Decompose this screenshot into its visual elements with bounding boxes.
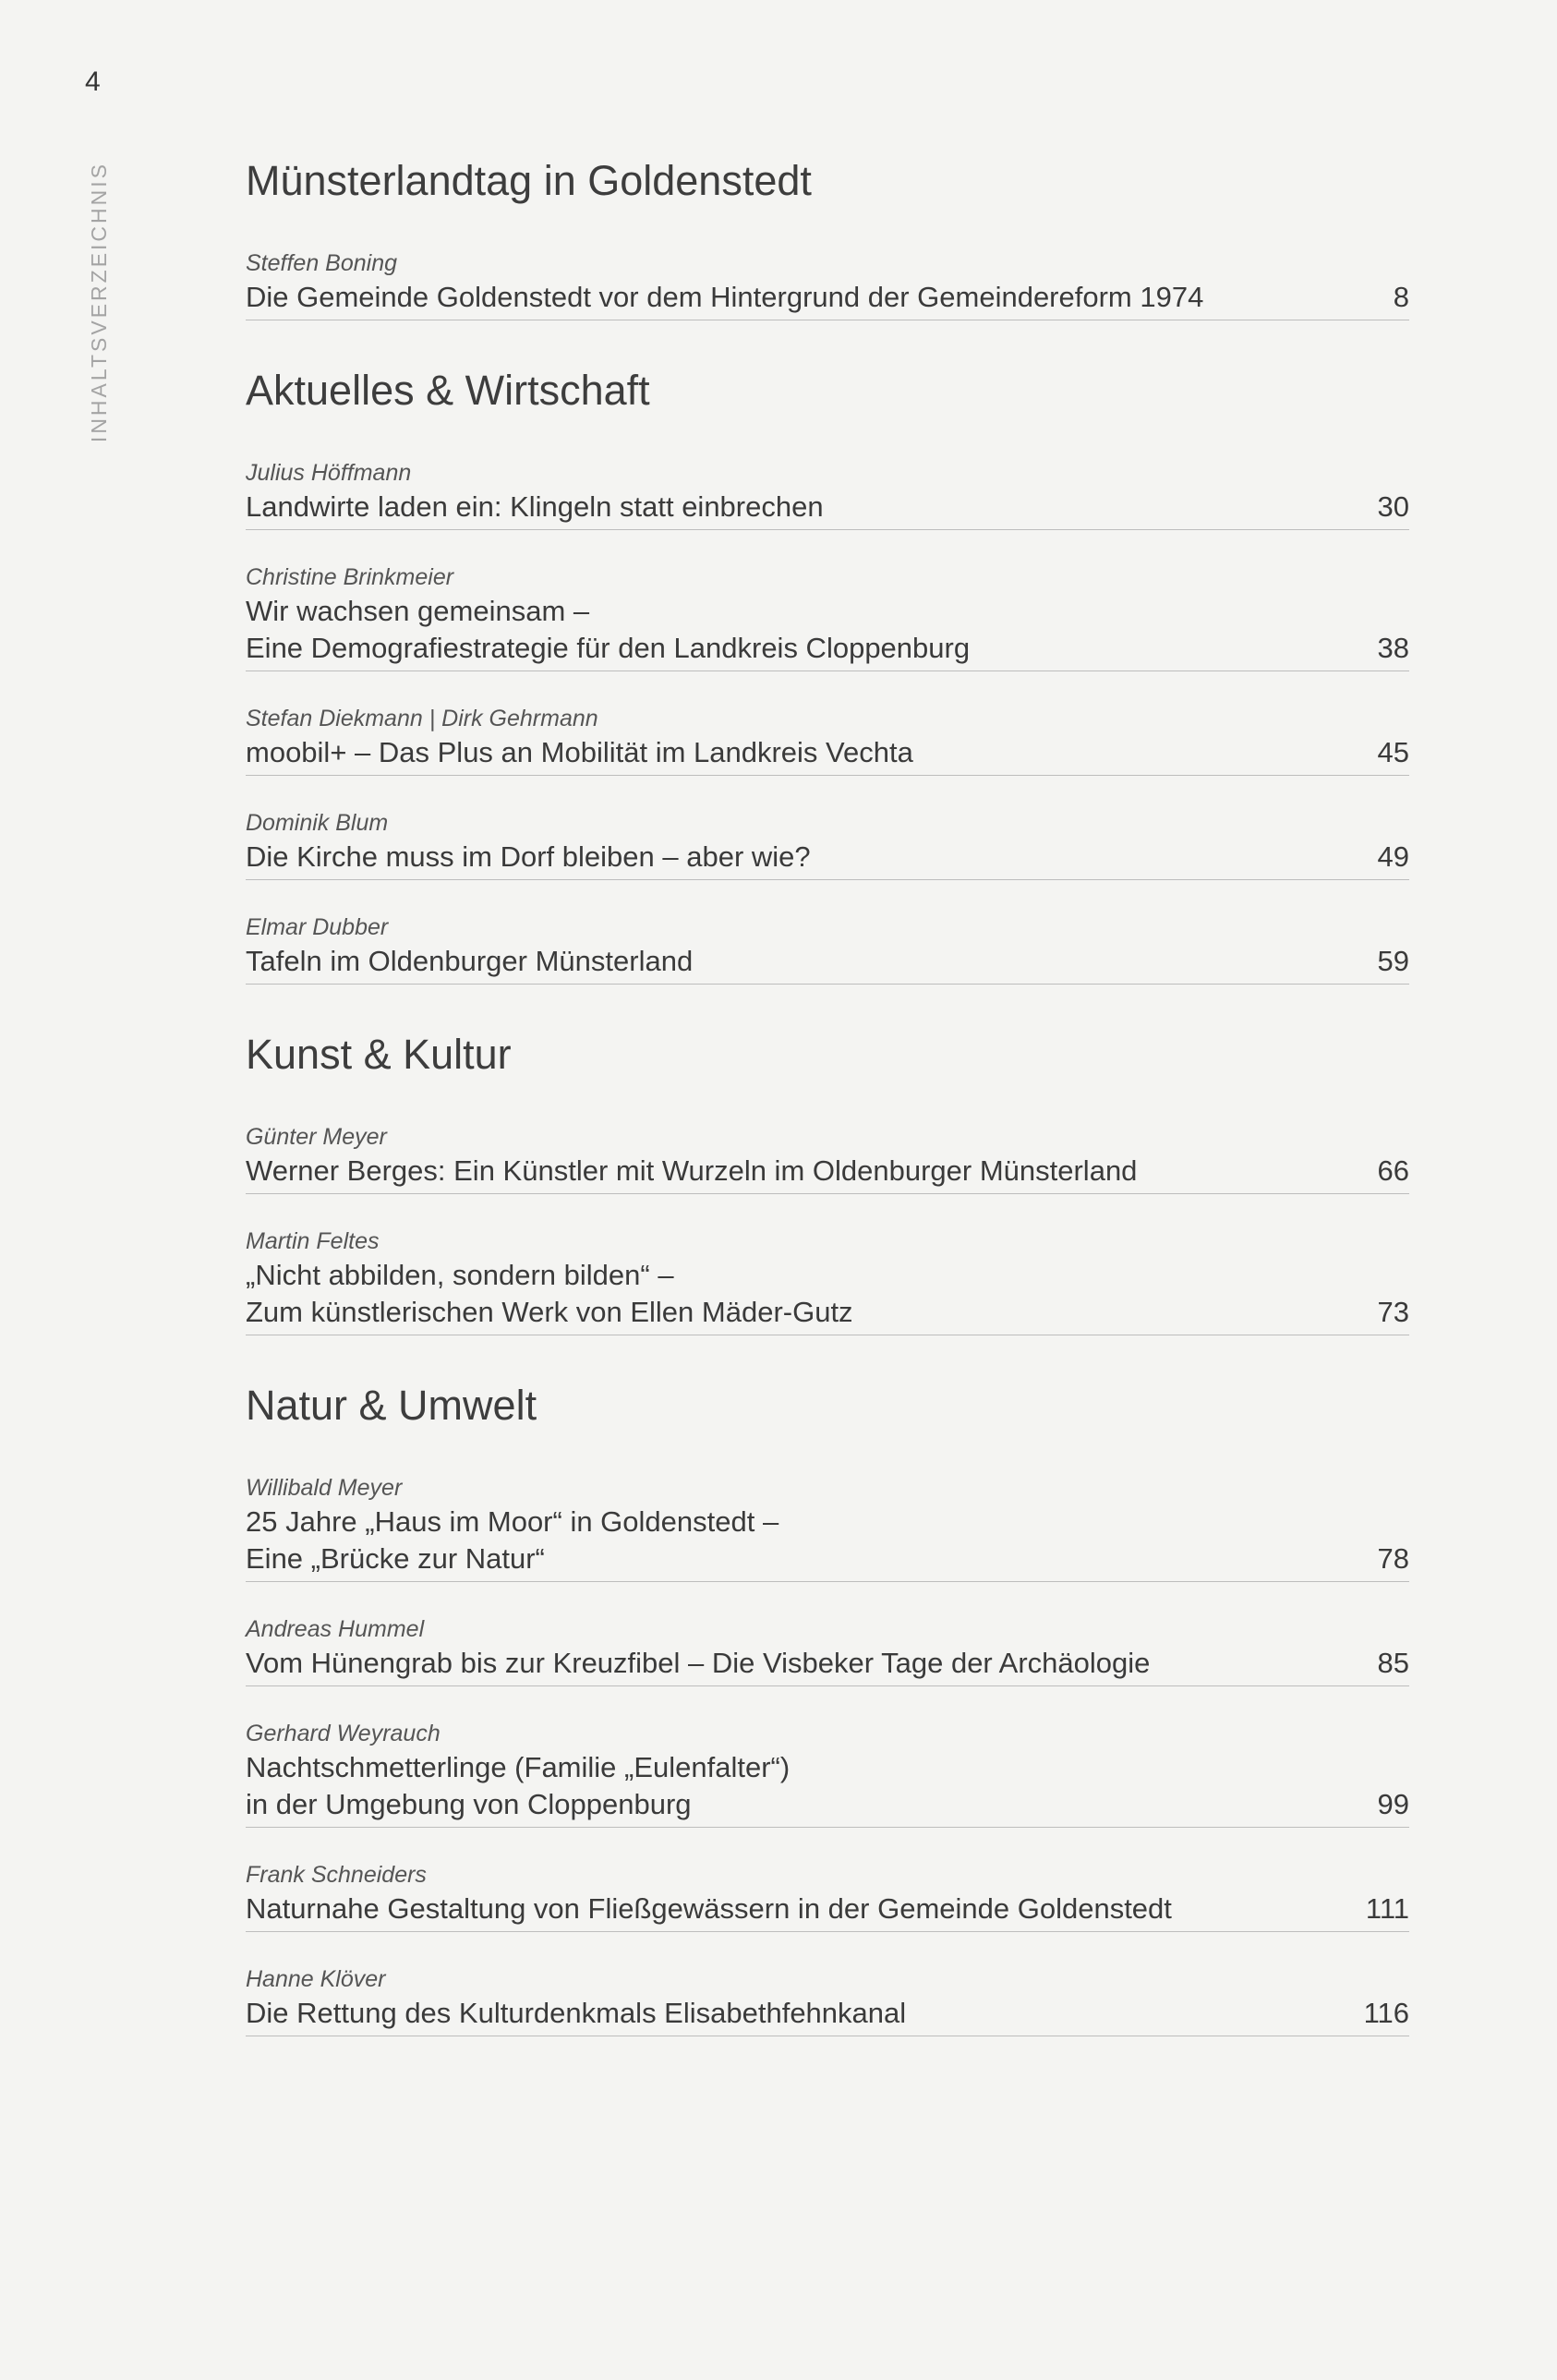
toc-entry: [246, 562, 1409, 671]
entry-title: [246, 1153, 1137, 1190]
toc-entry: [246, 457, 1409, 530]
entry-title-row: [246, 1504, 1409, 1577]
toc-entry: [246, 912, 1409, 985]
entry-title-line: „Nicht abbilden, sondern bilden“ –: [246, 1259, 674, 1291]
entry-title-line: Naturnahe Gestaltung von Fließgewässern in der Gemeinde Goldenstedt: [246, 1892, 1172, 1925]
section-heading: Natur & Umwelt: [246, 1382, 537, 1429]
entry-title: [246, 943, 693, 980]
section-heading: Kunst & Kultur: [246, 1031, 512, 1078]
side-label: INHALTSVERZEICHNIS: [87, 162, 111, 443]
toc-section: [246, 151, 1409, 320]
entry-page-number: 66: [1377, 1154, 1409, 1187]
entry-title-line: Die Gemeinde Goldenstedt vor dem Hintergrund der Gemeindereform 1974: [246, 281, 1204, 313]
entry-list: [246, 248, 1409, 320]
toc-entry: [246, 1121, 1409, 1194]
entry-list: [246, 1472, 1409, 2036]
entry-author: Steffen Boning: [246, 250, 398, 276]
entry-page-number: 73: [1377, 1296, 1409, 1328]
toc-entry: [246, 1718, 1409, 1828]
entry-title-line: Die Rettung des Kulturdenkmals Elisabethfehnkanal: [246, 1997, 907, 2029]
toc-entry: [246, 248, 1409, 320]
entry-author: Gerhard Weyrauch: [246, 1721, 441, 1746]
toc-entry: [246, 1859, 1409, 1932]
entry-title-line: Eine „Brücke zur Natur“: [246, 1542, 545, 1575]
entry-title: [246, 1257, 853, 1331]
entry-title-row: [246, 734, 1409, 771]
entry-title: [246, 1645, 1150, 1682]
entry-title-line: Die Kirche muss im Dorf bleiben – aber wie?: [246, 840, 811, 873]
page-number: 4: [85, 66, 101, 97]
entry-page-number: 8: [1393, 281, 1409, 313]
entry-title: [246, 839, 811, 876]
entry-title: [246, 1504, 778, 1577]
entry-author: Willibald Meyer: [246, 1475, 403, 1501]
entry-title-row: [246, 839, 1409, 876]
toc-entry: [246, 1963, 1409, 2036]
entry-page-number: 49: [1377, 840, 1409, 873]
toc-entry: [246, 1226, 1409, 1335]
entry-title-row: [246, 1645, 1409, 1682]
entry-title-row: [246, 1153, 1409, 1190]
toc-section: [246, 1025, 1409, 1335]
entry-author: Martin Feltes: [246, 1228, 380, 1254]
entry-title-line: Wir wachsen gemeinsam –: [246, 595, 590, 627]
entry-title-line: Nachtschmetterlinge (Familie „Eulenfalter“): [246, 1751, 791, 1783]
section-heading: Münsterlandtag in Goldenstedt: [246, 157, 812, 204]
toc-entry: [246, 807, 1409, 880]
entry-author: Elmar Dubber: [246, 914, 389, 940]
entry-title-line: 25 Jahre „Haus im Moor“ in Goldenstedt –: [246, 1505, 779, 1538]
toc-section: [246, 1376, 1409, 2036]
entry-list: [246, 457, 1409, 985]
toc-entry: [246, 1613, 1409, 1686]
entry-author: Frank Schneiders: [246, 1862, 427, 1888]
entry-title-row: [246, 1995, 1409, 2032]
entry-title-row: [246, 1891, 1409, 1927]
entry-title-row: [246, 593, 1409, 667]
entry-title: [246, 734, 913, 771]
entry-title-line: Landwirte laden ein: Klingeln statt einbrechen: [246, 490, 824, 523]
entry-author: Christine Brinkmeier: [246, 564, 454, 590]
entry-page-number: 38: [1377, 632, 1409, 664]
entry-title: [246, 593, 970, 667]
entry-page-number: 116: [1363, 1997, 1409, 2029]
entry-title: [246, 489, 824, 526]
entry-page-number: 99: [1377, 1788, 1409, 1820]
entry-page-number: 85: [1377, 1647, 1409, 1679]
section-heading: Aktuelles & Wirtschaft: [246, 367, 650, 414]
entry-page-number: 59: [1377, 945, 1409, 977]
entry-page-number: 111: [1365, 1892, 1409, 1925]
entry-title: [246, 279, 1203, 316]
entry-title-row: [246, 943, 1409, 980]
entry-title-row: [246, 279, 1409, 316]
table-of-contents: [246, 151, 1409, 2077]
entry-title-line: Zum künstlerischen Werk von Ellen Mäder-Gutz: [246, 1296, 853, 1328]
entry-author: Julius Höffmann: [246, 460, 412, 486]
entry-title-line: Eine Demografiestrategie für den Landkreis Cloppenburg: [246, 632, 971, 664]
entry-page-number: 30: [1377, 490, 1409, 523]
entry-title: [246, 1995, 906, 2032]
entry-title-line: moobil+ – Das Plus an Mobilität im Landkreis Vechta: [246, 736, 913, 768]
entry-title-line: in der Umgebung von Cloppenburg: [246, 1788, 692, 1820]
entry-title-line: Tafeln im Oldenburger Münsterland: [246, 945, 694, 977]
entry-title: [246, 1749, 790, 1823]
entry-author: Günter Meyer: [246, 1124, 387, 1150]
toc-entry: [246, 703, 1409, 776]
entry-author: Andreas Hummel: [246, 1616, 425, 1642]
entry-page-number: 78: [1377, 1542, 1409, 1575]
entry-title-row: [246, 1257, 1409, 1331]
entry-author: Stefan Diekmann | Dirk Gehrmann: [246, 706, 598, 731]
entry-list: [246, 1121, 1409, 1335]
entry-page-number: 45: [1377, 736, 1409, 768]
entry-title: [246, 1891, 1172, 1927]
entry-author: Hanne Klöver: [246, 1966, 386, 1992]
entry-title-row: [246, 489, 1409, 526]
entry-title-row: [246, 1749, 1409, 1823]
toc-section: [246, 361, 1409, 985]
entry-author: Dominik Blum: [246, 810, 389, 836]
entry-title-line: Vom Hünengrab bis zur Kreuzfibel – Die Visbeker Tage der Archäologie: [246, 1647, 1151, 1679]
entry-title-line: Werner Berges: Ein Künstler mit Wurzeln im Oldenburger Münsterland: [246, 1154, 1138, 1187]
toc-entry: [246, 1472, 1409, 1582]
